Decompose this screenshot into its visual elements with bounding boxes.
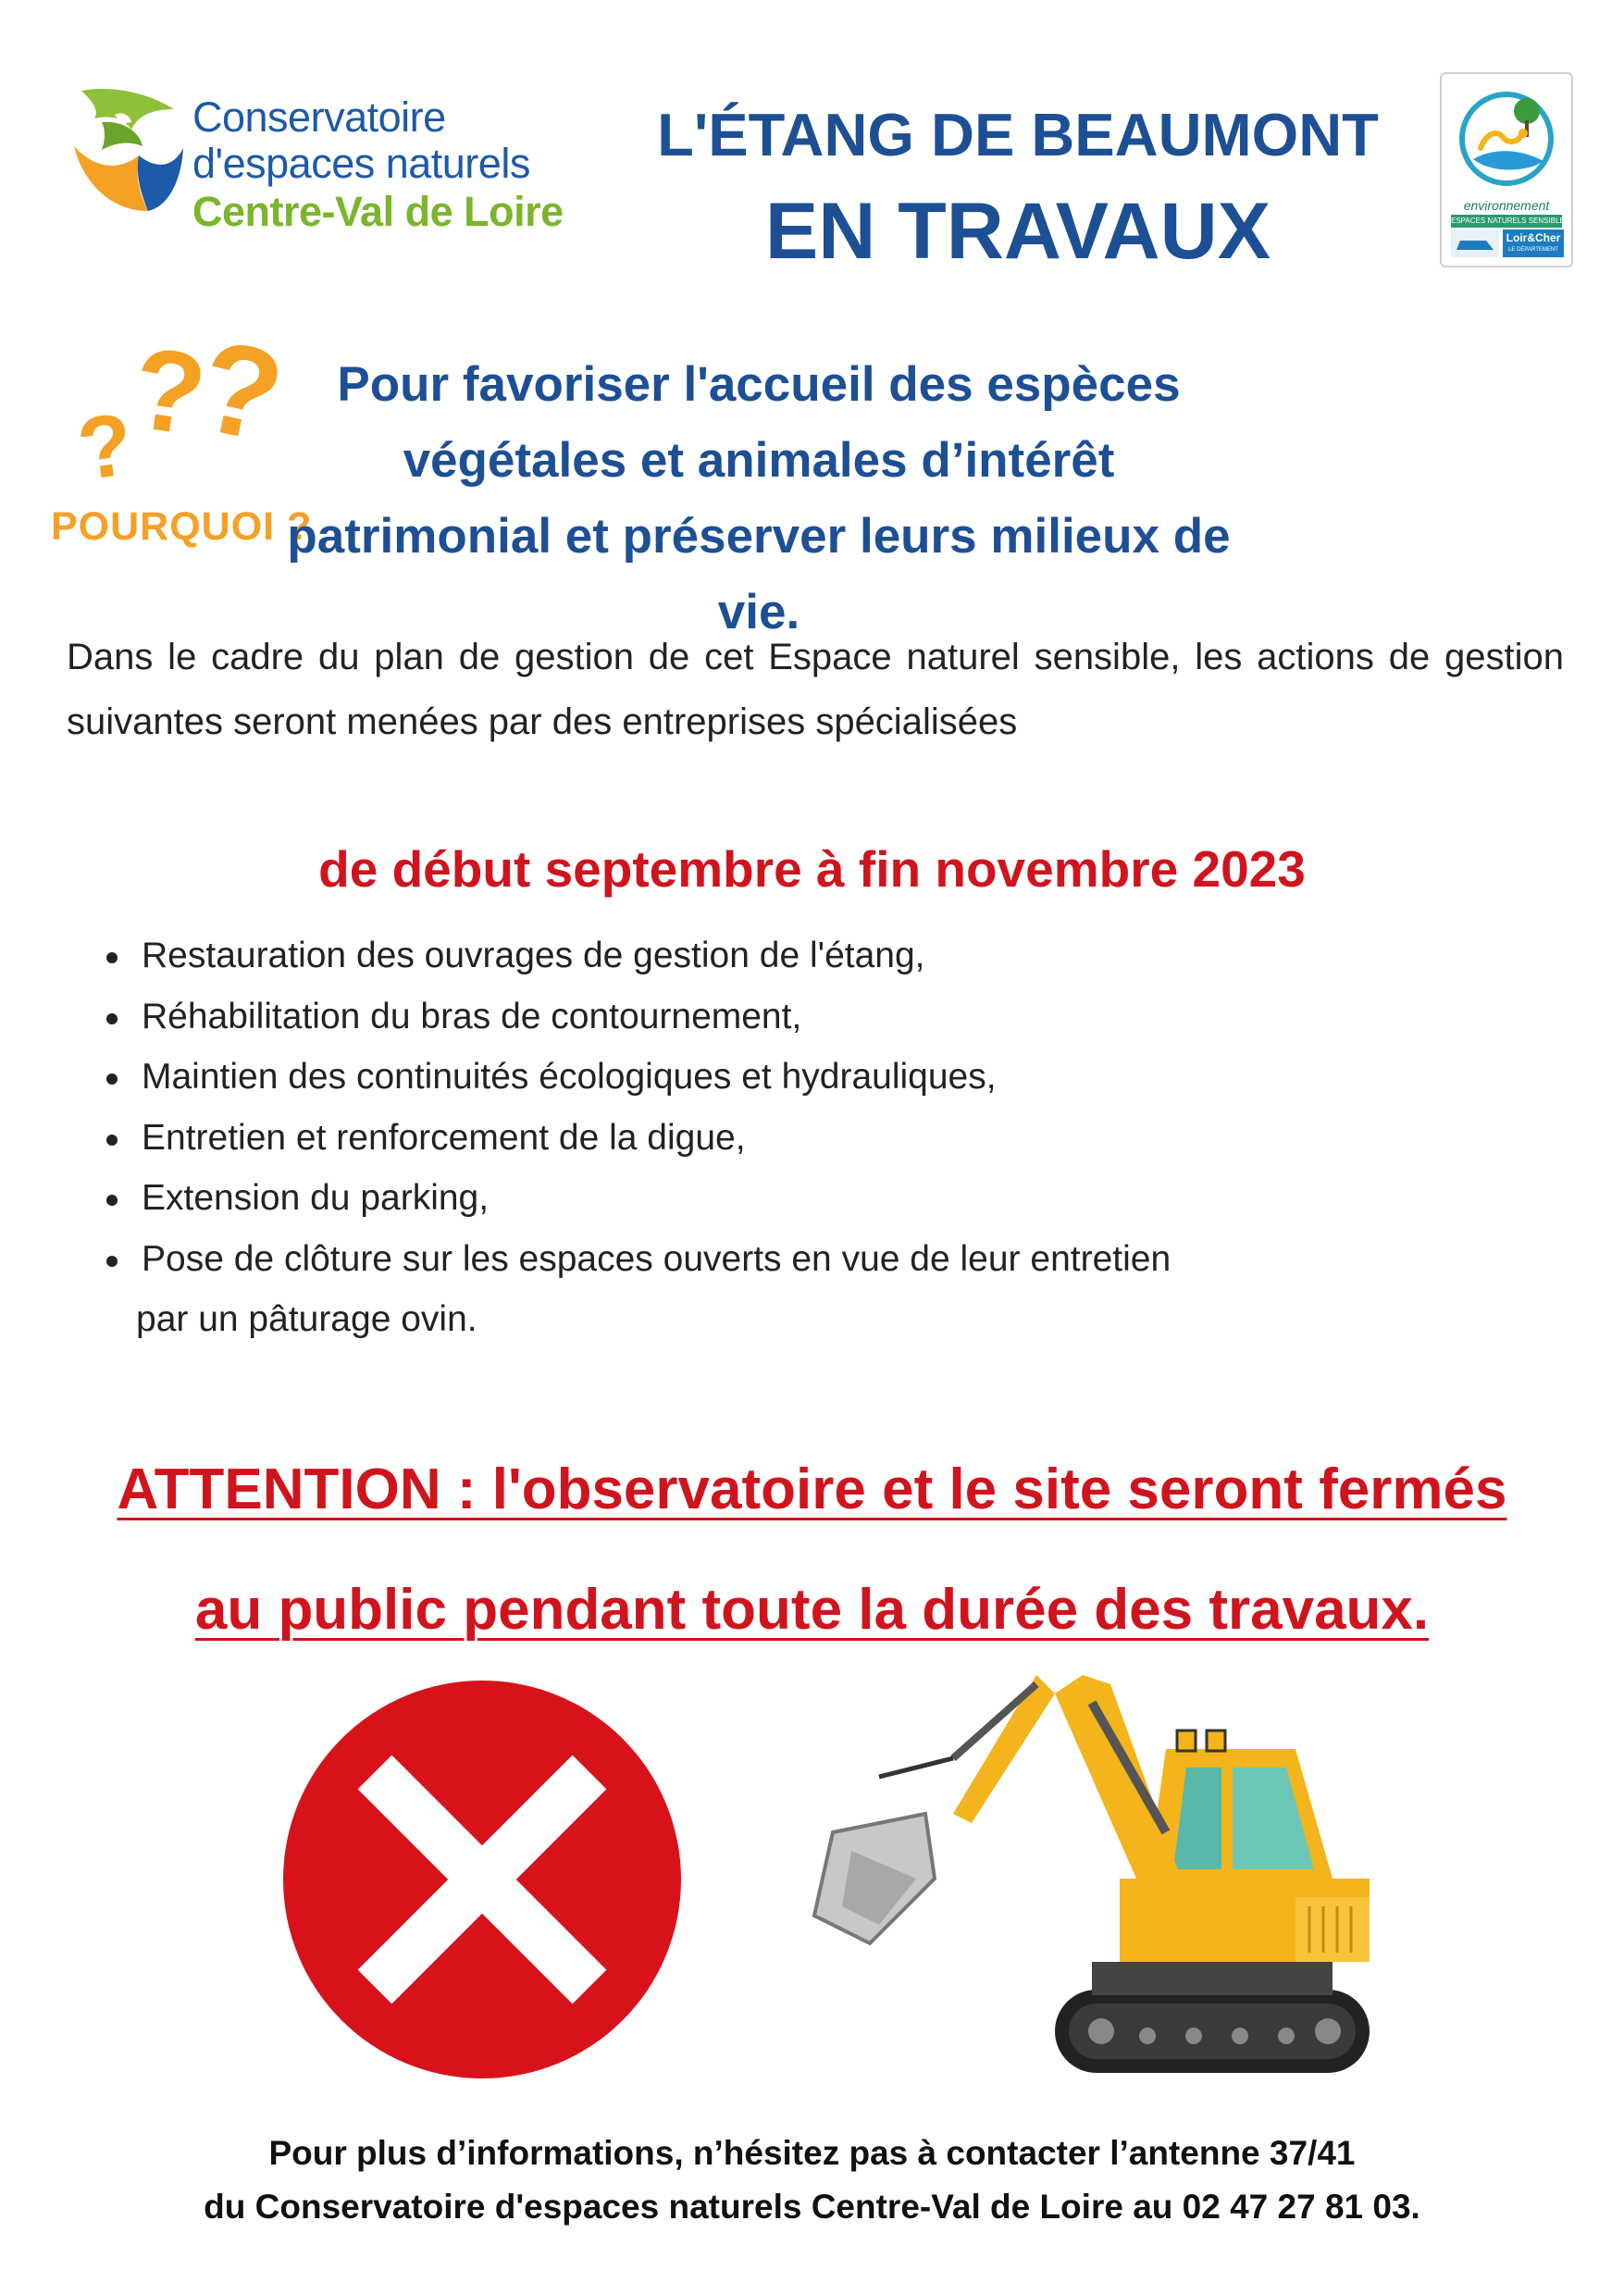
- list-item: [106, 1047, 1171, 1108]
- svg-text:?: ?: [187, 311, 295, 471]
- list-item-text: Pose de clôture sur les espaces ouverts en vue de leur entretien: [142, 1238, 1172, 1279]
- logo-line-3: Centre-Val de Loire: [192, 188, 564, 235]
- cen-logo: [74, 81, 648, 267]
- leaf-bird-icon: [74, 81, 190, 220]
- excavator-illustration: [814, 1647, 1388, 2082]
- list-item-text: Entretien et renforcement de la digue,: [142, 1117, 746, 1158]
- purpose-text: Pour favoriser l'accueil des espèces végétales et animales d’intérêt patrimonial et préserver leurs milieux de vie.: [287, 357, 1231, 639]
- list-item: [106, 1108, 1171, 1169]
- closure-warning: [0, 1430, 1624, 1670]
- question-marks-icon: [71, 311, 295, 504]
- salamander-tree-icon: [1455, 83, 1558, 194]
- contact-line-2: du Conservatoire d'espaces naturels Centre-Val de Loire au 02 47 27 81 03.: [204, 2188, 1420, 2226]
- bullet-icon: [106, 1195, 118, 1206]
- bullet-icon: [106, 1073, 118, 1085]
- actions-list: [106, 925, 1171, 1350]
- red-circle-x-icon: [282, 1680, 682, 2079]
- contact-line-1: Pour plus d’informations, n’hésitez pas à contacter l’antenne 37/41: [268, 2134, 1356, 2172]
- partner-logo-line-2: ESPACES NATURELS SENSIBLES: [1451, 215, 1562, 228]
- work-period: de début septembre à fin novembre 2023: [318, 840, 1306, 898]
- list-item-text: Extension du parking,: [142, 1178, 490, 1218]
- department-badge: [1503, 230, 1564, 257]
- logo-line-2: d'espaces naturels: [192, 140, 530, 187]
- list-item: [106, 925, 1171, 986]
- why-label: POURQUOI ?: [51, 504, 313, 549]
- list-item: [106, 1168, 1171, 1229]
- bullet-icon: [106, 1256, 118, 1267]
- car-icon: [1451, 230, 1499, 257]
- partner-logo-line-1: environnement: [1463, 198, 1550, 213]
- list-item: [106, 986, 1171, 1048]
- bullet-icon: [106, 1135, 118, 1146]
- list-item-text: Restauration des ouvrages de gestion de l'étang,: [142, 936, 925, 975]
- bullet-icon: [106, 952, 118, 963]
- logo-line-1: Conservatoire: [192, 93, 446, 141]
- svg-text:?: ?: [71, 394, 139, 500]
- warning-line-1: ATTENTION : l'observatoire et le site seront fermés: [117, 1458, 1507, 1521]
- title-line-1: L'ÉTANG DE BEAUMONT: [657, 101, 1379, 168]
- contact-info: [0, 2127, 1624, 2234]
- list-item-continuation: par un pâturage ovin.: [136, 1299, 477, 1339]
- department-subtitle: LE DÉPARTEMENT: [1508, 247, 1558, 253]
- list-item-text: Maintien des continuités écologiques et hydrauliques,: [142, 1057, 997, 1097]
- bullet-icon: [106, 1013, 118, 1024]
- list-item: [106, 1229, 1171, 1350]
- context-paragraph: Dans le cadre du plan de gestion de cet Espace naturel sensible, les actions de gestion suivantes seront menées par des entreprises spécialisées: [67, 637, 1564, 742]
- warning-line-2: au public pendant toute la durée des travaux.: [194, 1578, 1430, 1642]
- svg-text:?: ?: [125, 323, 214, 461]
- list-item-text: Réhabilitation du bras de contournement,: [142, 996, 802, 1036]
- department-name: Loir&Cher: [1506, 231, 1561, 244]
- ens-department-logo: [1440, 72, 1573, 267]
- title-line-2: EN TRAVAUX: [764, 187, 1271, 276]
